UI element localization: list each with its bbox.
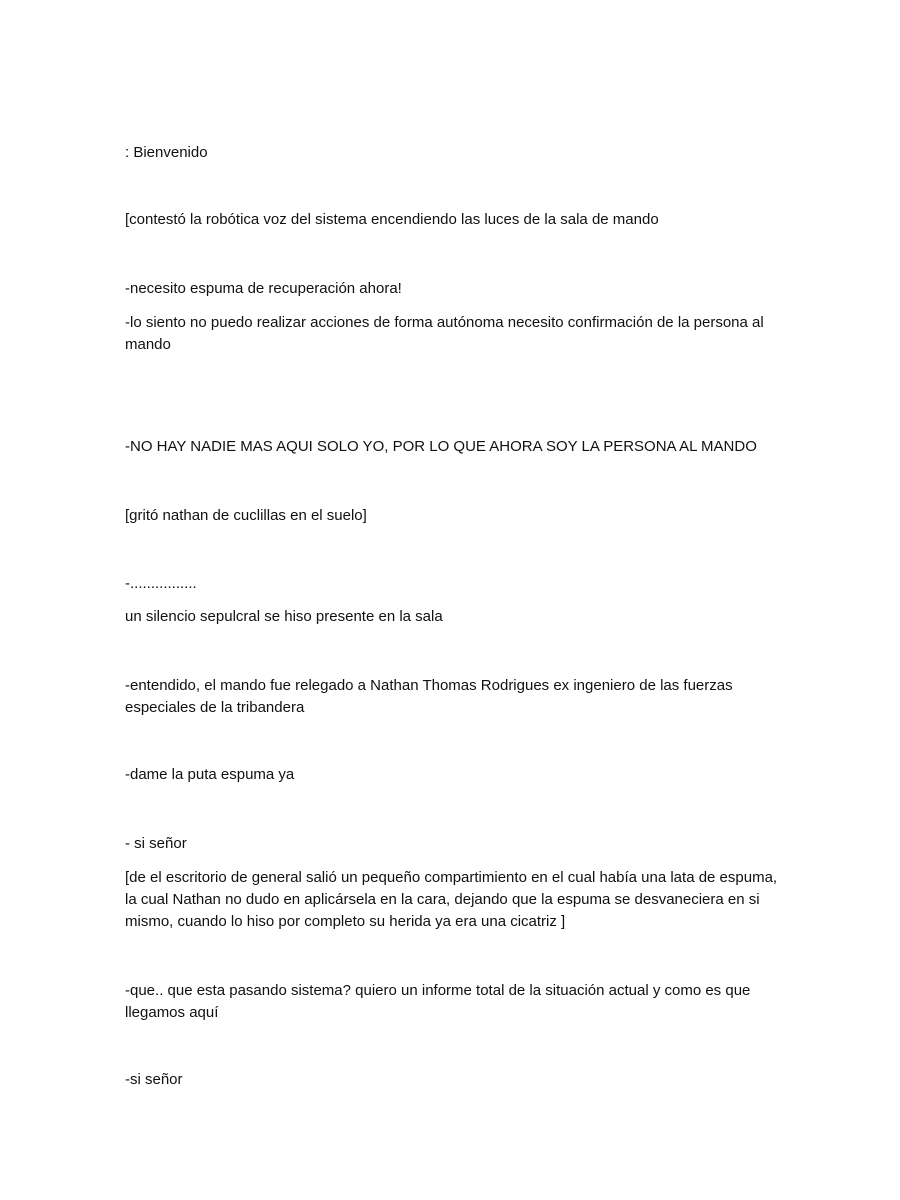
paragraph-system-reply: [contestó la robótica voz del sistema encendiendo las luces de la sala de mando	[125, 211, 659, 228]
paragraph-nathan-shouted: [gritó nathan de cuclillas en el suelo]	[125, 507, 367, 524]
paragraph-silence: un silencio sepulcral se hiso presente en la sala	[125, 608, 443, 625]
paragraph-request-foam: -necesito espuma de recuperación ahora!	[125, 280, 402, 297]
paragraph-what-is-happening: -que.. que esta pasando sistema? quiero un informe total de la situación actual y como es que llegamos aquí	[125, 982, 751, 1021]
paragraph-nobody-here: -NO HAY NADIE MAS AQUI SOLO YO, POR LO QUE AHORA SOY LA PERSONA AL MANDO	[125, 438, 757, 455]
paragraph-ellipsis: -................	[125, 575, 197, 592]
paragraph-compartment: [de el escritorio de general salió un pequeño compartimiento en el cual había una lata de espuma, la cual Nathan no dudo en aplicársela en la cara, dejando que la espuma se desvaneciera en si mismo, cuando lo hiso por completo su herida ya era una cicatriz ]	[125, 869, 778, 930]
paragraph-system-refusal: -lo siento no puedo realizar acciones de forma autónoma necesito confirmación de la persona al mando	[125, 314, 764, 353]
paragraph-welcome: : Bienvenido	[125, 144, 208, 161]
paragraph-yes-sir: - si señor	[125, 835, 187, 852]
paragraph-yes-sir-final: -si señor	[125, 1071, 183, 1088]
paragraph-command-transferred: -entendido, el mando fue relegado a Nathan Thomas Rodrigues ex ingeniero de las fuerzas especiales de la tribandera	[125, 677, 733, 716]
paragraph-give-foam: -dame la puta espuma ya	[125, 766, 295, 783]
